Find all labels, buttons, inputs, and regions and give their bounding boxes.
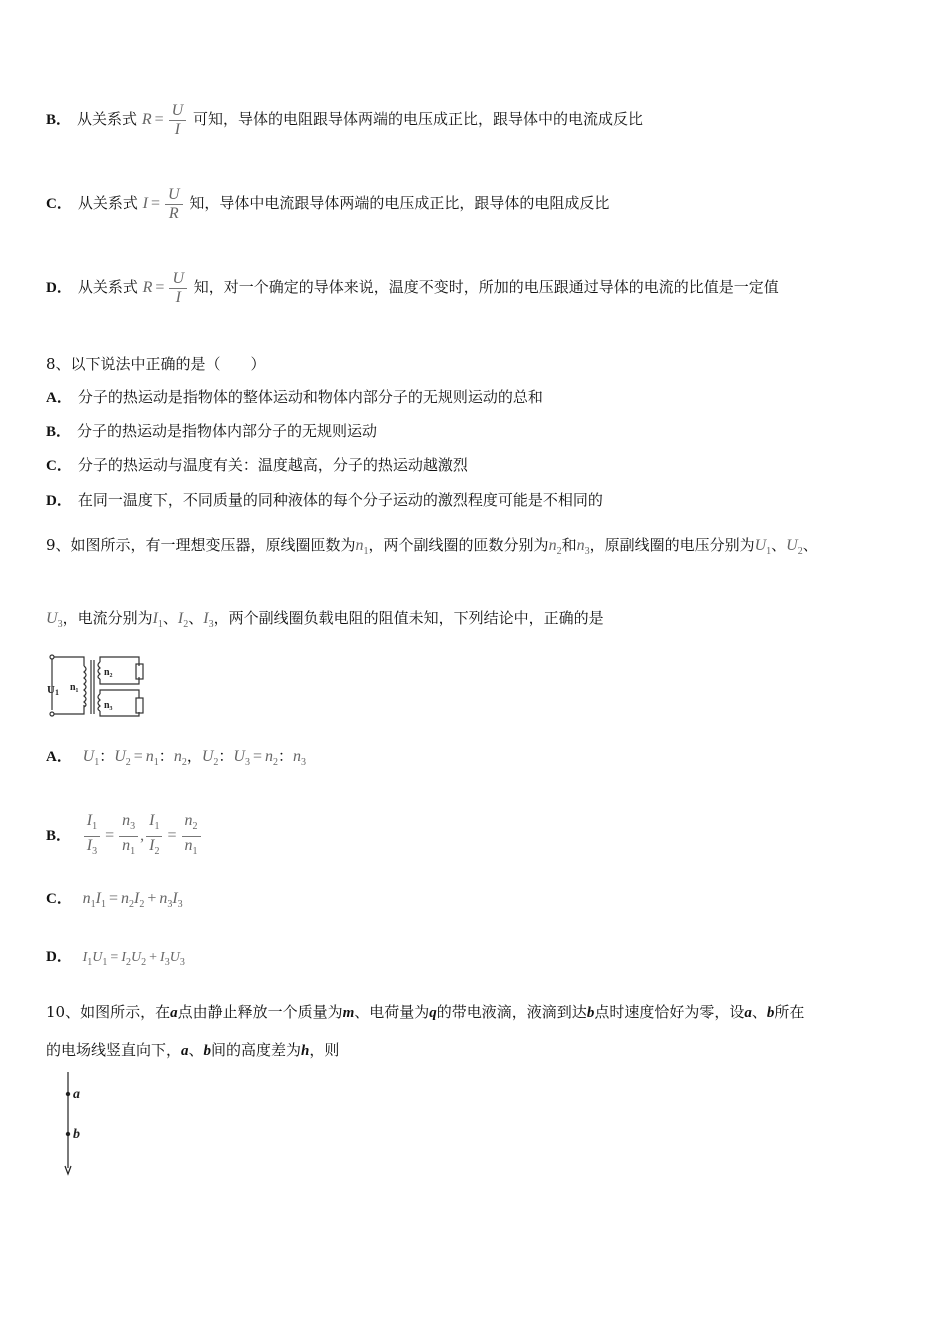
option-label: D． bbox=[46, 280, 72, 297]
symbol-u3: $U_3$ bbox=[46, 610, 63, 630]
n2-label: n₂ bbox=[104, 667, 113, 678]
option-label: C． bbox=[46, 196, 72, 213]
option-text: 知，导体中电流跟导体两端的电压成正比，跟导体的电阻成反比 bbox=[189, 194, 610, 213]
q8-option-d: D． 在同一温度下，不同质量的同种液体的每个分子运动的激烈程度可能是不相同的 bbox=[46, 491, 603, 509]
symbol-i2: $I_2$ bbox=[177, 610, 189, 630]
symbol-u1: $U_1$ bbox=[754, 537, 772, 557]
symbol-i3: $I_3$ bbox=[203, 610, 214, 630]
transformer-diagram bbox=[44, 652, 154, 722]
option-prefix: 从关系式 bbox=[77, 278, 138, 297]
q9-option-a: A． $U_1$：$U_2 = n_1$：$n_2$，$U_2$：$U_3 = n_2$：$n_3$ bbox=[46, 747, 307, 768]
formula-i-equals-u-over-r: I = $\frac{U}{R}$ bbox=[143, 195, 185, 212]
option-label: B． bbox=[46, 112, 72, 129]
q7-option-b bbox=[46, 102, 643, 139]
point-a-label: a bbox=[73, 1087, 80, 1102]
q10-stem-line1: 10、如图所示，在a点由静止释放一个质量为m、电荷量为q的带电液滴，液滴到达b点时速度恰好为零，设a、b所在 bbox=[46, 1003, 805, 1021]
formula-r-equals-u-over-i: R = $\frac{U}{I}$ bbox=[143, 279, 189, 296]
symbol-n1: $n_1$ bbox=[355, 537, 369, 557]
option-prefix: 从关系式 bbox=[77, 194, 138, 213]
q9-option-d: D． $I_1U_1 = I_2U_2 + I_3U_3$ bbox=[46, 949, 185, 968]
q9-stem-line2: $U_3$，电流分别为$I_1$、$I_2$、$I_3$，两个副线圈负载电阻的阻值未知，下列结论中，正确的是 bbox=[46, 609, 604, 630]
q10-stem-line2: 的电场线竖直向下，a、b间的高度差为h，则 bbox=[46, 1041, 340, 1059]
q7-option-d bbox=[46, 270, 779, 307]
u1-label: U1 bbox=[47, 684, 59, 697]
symbol-i1: $I_1$ bbox=[152, 610, 163, 630]
q9-option-b: B． $\frac{I_1}{I_3}$ = $\frac{n_3}{n_1}$ , $\frac{I_1}{I_2}$ = $\frac{n_2}{n_1}$ bbox=[46, 812, 203, 861]
q8-option-b: B． 分子的热运动是指物体内部分子的无规则运动 bbox=[46, 422, 378, 440]
q9-option-c: C． $n_1I_1 = n_2I_2 + n_3I_3$ bbox=[46, 890, 183, 910]
symbol-n3: $n_3$ bbox=[576, 537, 590, 557]
option-text: 知，对一个确定的导体来说，温度不变时，所加的电压跟通过导体的电流的比值是一定值 bbox=[193, 278, 779, 297]
q7-option-c bbox=[46, 186, 609, 223]
option-text: 可知，导体的电阻跟导体两端的电压成正比，跟导体中的电流成反比 bbox=[192, 110, 643, 129]
symbol-u2: $U_2$ bbox=[786, 537, 803, 557]
q8-option-c: C． 分子的热运动与温度有关：温度越高，分子的热运动越激烈 bbox=[46, 456, 468, 474]
formula-r-equals-u-over-i: R = $\frac{U}{I}$ bbox=[142, 111, 188, 128]
field-line-diagram bbox=[56, 1070, 96, 1178]
q8-option-a: A． 分子的热运动是指物体的整体运动和物体内部分子的无规则运动的总和 bbox=[46, 388, 543, 406]
symbol-n2: $n_2$ bbox=[548, 537, 562, 557]
n3-label: n₃ bbox=[104, 700, 113, 711]
option-prefix: 从关系式 bbox=[77, 110, 138, 129]
q9-stem-line1: 9、如图所示，有一理想变压器，原线圈匝数为$n_1$，两个副线圈的匝数分别为$n_2$和$n_3$，原副线圈的电压分别为$U_1$、$U_2$、 bbox=[46, 536, 818, 557]
n1-label: n₁ bbox=[70, 682, 79, 693]
point-b-label: b bbox=[73, 1127, 80, 1142]
q8-stem: 8、以下说法中正确的是（ ） bbox=[46, 355, 266, 373]
